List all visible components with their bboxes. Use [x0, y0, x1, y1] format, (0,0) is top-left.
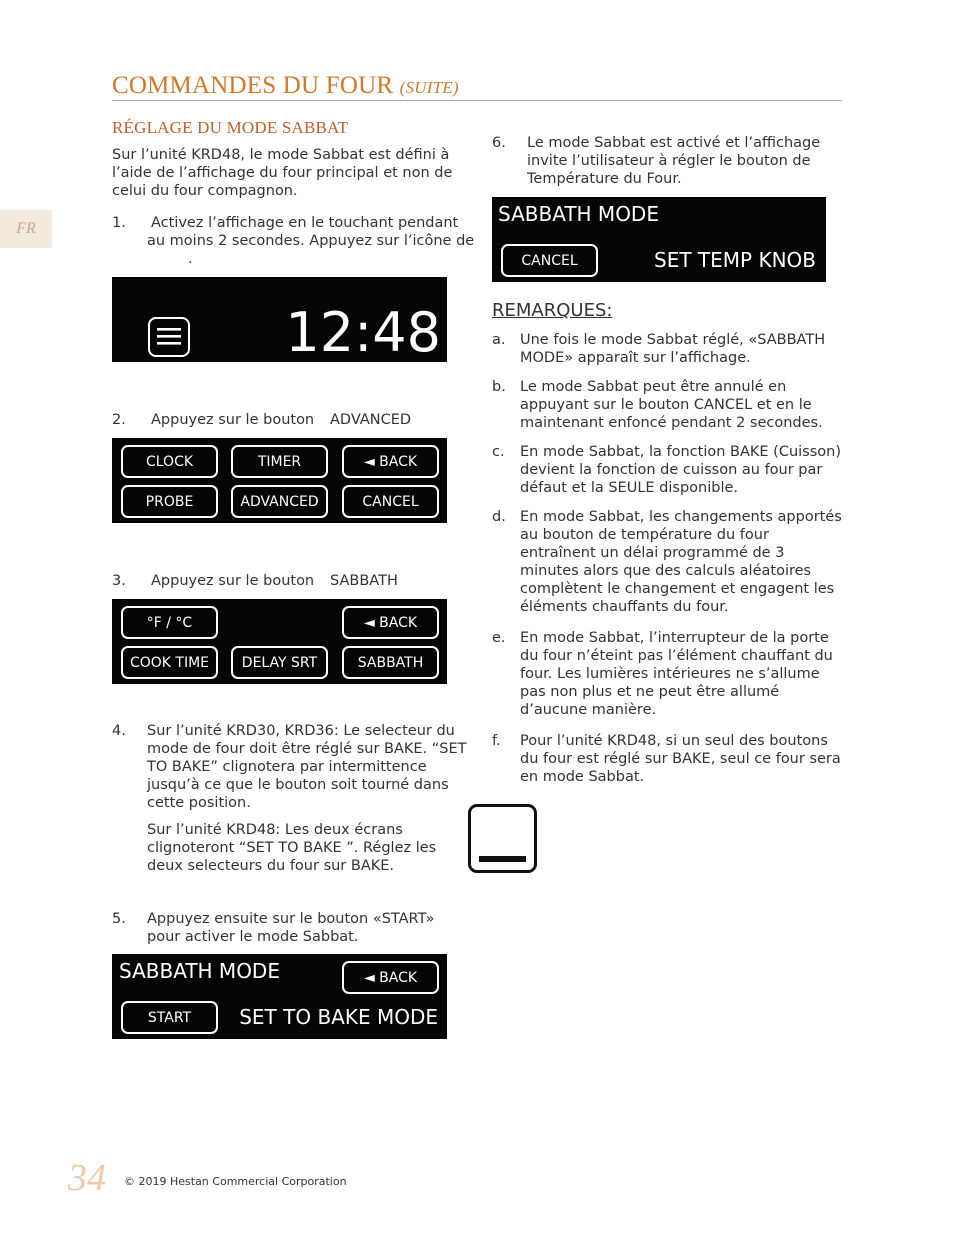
note-text: Le mode Sabbat peut être annulé en appuyant sur le bouton CANCEL et en le maintenant enfoncé pendant 2 secondes.: [520, 379, 823, 431]
step-text: Sur l’unité KRD48: Les deux écrans clignoteront “SET TO BAKE ”. Réglez les deux selecteurs du four sur BAKE.: [147, 822, 437, 874]
note-item: [492, 443, 844, 499]
note-item: [492, 508, 844, 620]
note-letter: e.: [492, 630, 506, 646]
timer-button[interactable]: TIMER: [231, 445, 328, 478]
step-5: [112, 910, 472, 950]
step-text: Le mode Sabbat est activé et l’affichage invite l’utilisateur à régler le bouton de Température du Four.: [527, 135, 821, 187]
step-1: [112, 214, 475, 274]
bake-icon-bar: [479, 856, 526, 862]
copyright: © 2019 Hestan Commercial Corporation: [124, 1175, 347, 1188]
step-number: 4.: [112, 723, 126, 739]
note-letter: d.: [492, 509, 506, 525]
display-sabbath-active-screen: [492, 197, 826, 282]
clock-time: 12:48: [285, 301, 441, 364]
display-menu-screen: [112, 438, 447, 523]
display-clock-screen: [112, 277, 447, 362]
back-button[interactable]: ◄ BACK: [342, 606, 439, 639]
sabbath-mode-title: SABBATH MODE: [498, 202, 659, 226]
probe-button[interactable]: PROBE: [121, 485, 218, 518]
clock-button[interactable]: CLOCK: [121, 445, 218, 478]
display-sabbath-start-screen: [112, 954, 447, 1039]
status-text: SET TO BAKE MODE: [239, 1005, 438, 1029]
note-text: En mode Sabbat, l’interrupteur de la porte du four n’éteint pas l’élément chauffant du four. Les lumières intérieures ne s’allume pas non plus et ne peut être allumé d’aucune manière.: [520, 630, 833, 718]
note-letter: b.: [492, 379, 506, 395]
note-letter: a.: [492, 332, 506, 348]
note-text: En mode Sabbat, les changements apportés au bouton de température du four entraînent un délai programmé de 3 minutes alors que des calculs aléatoires complètent le changement et engagent les éléments chauffants du four.: [520, 509, 842, 615]
note-item: [492, 331, 844, 371]
step-3: [112, 572, 472, 592]
step-keyword: SABBATH: [330, 573, 398, 589]
language-tab: FR: [0, 210, 52, 248]
note-text: En mode Sabbat, la fonction BAKE (Cuisson) devient la fonction de cuisson au four par défaut et la SEULE disponible.: [520, 444, 841, 496]
cancel-button[interactable]: CANCEL: [501, 244, 598, 277]
status-text: SET TEMP KNOB: [654, 248, 816, 272]
step-number: 5.: [112, 911, 126, 927]
step-4: [112, 722, 472, 882]
section-intro: Sur l’unité KRD48, le mode Sabbat est défini à l’aide de l’affichage du four principal et non de celui du four compagnon.: [112, 147, 453, 199]
note-item: [492, 378, 844, 434]
step-2: [112, 411, 472, 431]
page-title-suffix: (SUITE): [399, 78, 459, 97]
step-text-line: .: [188, 251, 193, 267]
section-heading: RÉGLAGE DU MODE SABBAT: [112, 118, 349, 137]
step-number: 6.: [492, 135, 506, 151]
step-keyword: ADVANCED: [330, 412, 412, 428]
note-text: Pour l’unité KRD48, si un seul des boutons du four est réglé sur BAKE, seul ce four sera en mode Sabbat.: [520, 733, 841, 785]
cancel-button[interactable]: CANCEL: [342, 485, 439, 518]
step-number: 3.: [112, 573, 126, 589]
step-number: 2.: [112, 412, 126, 428]
note-text: Une fois le mode Sabbat réglé, «SABBATH MODE» apparaît sur l’affichage.: [520, 332, 826, 366]
delay-start-button[interactable]: DELAY SRT: [231, 646, 328, 679]
note-item: [492, 732, 844, 788]
back-button[interactable]: ◄ BACK: [342, 961, 439, 994]
step-number: 1.: [112, 215, 126, 231]
back-button[interactable]: ◄ BACK: [342, 445, 439, 478]
step-text-line: au moins 2 secondes. Appuyez sur l’icône de: [147, 233, 475, 249]
temp-unit-button[interactable]: °F / °C: [121, 606, 218, 639]
step-text: Appuyez ensuite sur le bouton «START» pour activer le mode Sabbat.: [147, 911, 435, 945]
sabbath-mode-title: SABBATH MODE: [119, 959, 280, 983]
advanced-button[interactable]: ADVANCED: [231, 485, 328, 518]
page-title: COMMANDES DU FOUR (SUITE): [112, 72, 459, 99]
remarques-heading: REMARQUES:: [492, 300, 613, 321]
sabbath-button[interactable]: SABBATH: [342, 646, 439, 679]
step-6: [492, 134, 842, 194]
note-letter: c.: [492, 444, 505, 460]
note-letter: f.: [492, 733, 501, 749]
step-text: Appuyez sur le bouton: [151, 573, 315, 589]
bake-icon: [468, 804, 537, 873]
start-button[interactable]: START: [121, 1001, 218, 1034]
cook-time-button[interactable]: COOK TIME: [121, 646, 218, 679]
note-item: [492, 629, 844, 723]
step-text-line: Activez l’affichage en le touchant pendant: [151, 215, 459, 231]
step-text: Appuyez sur le bouton: [151, 412, 315, 428]
header-rule: [112, 100, 842, 101]
page-number: 34: [68, 1157, 106, 1199]
display-advanced-screen: [112, 599, 447, 684]
step-text: Sur l’unité KRD30, KRD36: Le selecteur du mode de four doit être réglé sur BAKE. “SET TO BAKE” clignotera par intermittence jusqu’à ce que le bouton soit tourné dans cette position.: [147, 723, 467, 811]
menu-icon[interactable]: [148, 317, 190, 357]
